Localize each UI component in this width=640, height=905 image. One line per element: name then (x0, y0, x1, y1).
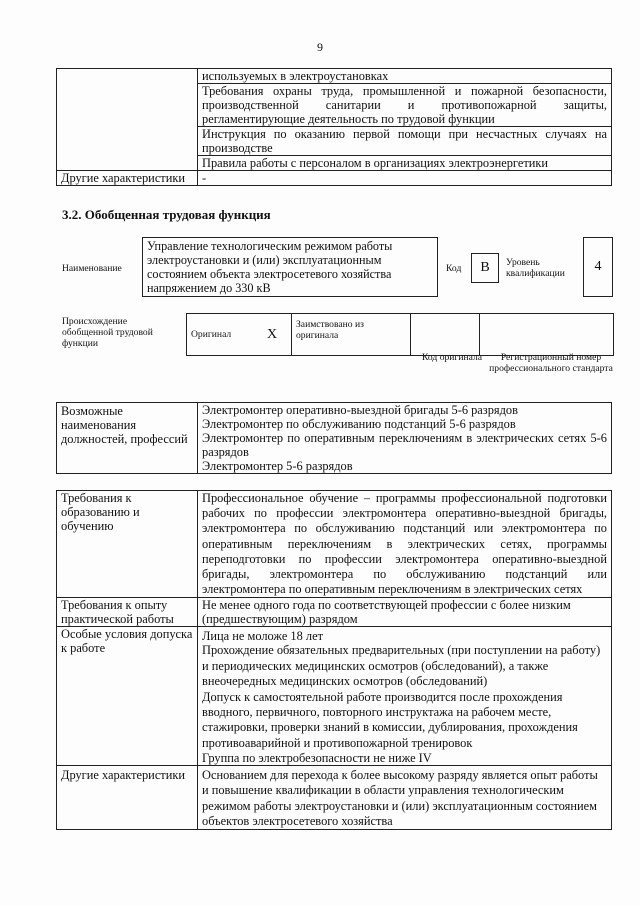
code-value-box: B (471, 253, 499, 283)
position-item: Электромонтер по оперативным переключениям в электрических сетях 5-6 разрядов (198, 431, 612, 459)
admission-item: Лица не моложе 18 лет (198, 627, 612, 644)
top-table (56, 68, 612, 186)
other-characteristics-value: - (198, 171, 612, 186)
positions-label: Возможные наименования должностей, профессий (57, 403, 198, 474)
position-item: Электромонтер по обслуживанию подстанций 5-6 разрядов (198, 417, 612, 431)
admission-item: Допуск к самостоятельной работе производится после прохождения вводного, первичного, повторного инструктажа на рабочем месте, стажировки, проверки знаний в комиссии, дублирования, прохождения противоаварийной и противопожарной тренировок (198, 690, 612, 752)
top-table-row: Правила работы с персоналом в организациях электроэнергетики (198, 156, 612, 171)
top-table-row: Инструкция по оказанию первой помощи при несчастных случаях на производстве (198, 127, 612, 156)
admission-item: Прохождение обязательных предварительных (при поступлении на работу) и периодических медицинских осмотров (обследований), а также внеочередных медицинских осмотров (обследований) (198, 643, 612, 689)
original-label: Оригинал (187, 314, 254, 356)
admission-item: Группа по электробезопасности не ниже IV (198, 751, 612, 766)
requirements-table (56, 490, 612, 830)
top-table-row: используемых в электроустановках (198, 69, 612, 84)
borrowed-label: Заимствовано из оригинала (292, 314, 411, 356)
admission-label: Особые условия допуска к работе (57, 627, 198, 766)
top-table-row: Требования охраны труда, промышленной и пожарной безопасности, производственной санитарии и противопожарной защиты, регламентирующие деятельность по трудовой функции (198, 84, 612, 127)
function-name-box: Управление технологическим режимом работы электроустановки и (или) эксплуатационным состоянием объекта электросетевого хозяйства напряжением до 330 кВ (142, 237, 438, 297)
other-label: Другие характеристики (57, 766, 198, 830)
origin-label: Происхождение обобщенной трудовой функции (62, 316, 153, 349)
experience-value: Не менее одного года по соответствующей профессии с более низким (предшествующим) разрядом (198, 598, 612, 627)
position-item: Электромонтер оперативно-выездной бригады 5-6 разрядов (198, 403, 612, 418)
page-number: 9 (317, 40, 323, 54)
top-table-left-cell (57, 69, 198, 171)
other-value: Основанием для перехода к более высокому разряду является опыт работы и повышение квалификации в области управления технологическим режимом работы электроустановки и (или) эксплуатационным состоянием объектов электросетевого хозяйства (198, 766, 612, 830)
positions-table (56, 402, 612, 474)
original-code-caption: Код оригинала (421, 352, 483, 363)
level-value-box: 4 (583, 237, 613, 297)
experience-label: Требования к опыту практической работы (57, 598, 198, 627)
code-label: Код (446, 263, 462, 274)
registration-number-caption: Регистрационный номер профессионального стандарта (489, 352, 613, 374)
position-item: Электромонтер 5-6 разрядов (198, 459, 612, 474)
section-title: 3.2. Обобщенная трудовая функция (62, 207, 271, 222)
original-mark: X (253, 314, 292, 356)
registration-number-cell (480, 314, 614, 356)
name-label: Наименование (62, 263, 122, 274)
origin-table (186, 313, 614, 356)
education-value: Профессиональное обучение – программы профессиональной подготовки рабочих по профессии электромонтера оперативно-выездной бригады, электромонтера по обслуживанию подстанций или электромонтера по оперативным переключениям в электрических сетях, программы переподготовки по профессии электромонтера оперативно-выездной бригады, электромонтера по обслуживанию подстанций или электромонтера по оперативным переключениям в электрических сетях (198, 491, 612, 598)
other-characteristics-label: Другие характеристики (57, 171, 198, 186)
education-label: Требования к образованию и обучению (57, 491, 198, 598)
original-code-cell (411, 314, 480, 356)
level-label: Уровень квалификации (506, 257, 565, 279)
